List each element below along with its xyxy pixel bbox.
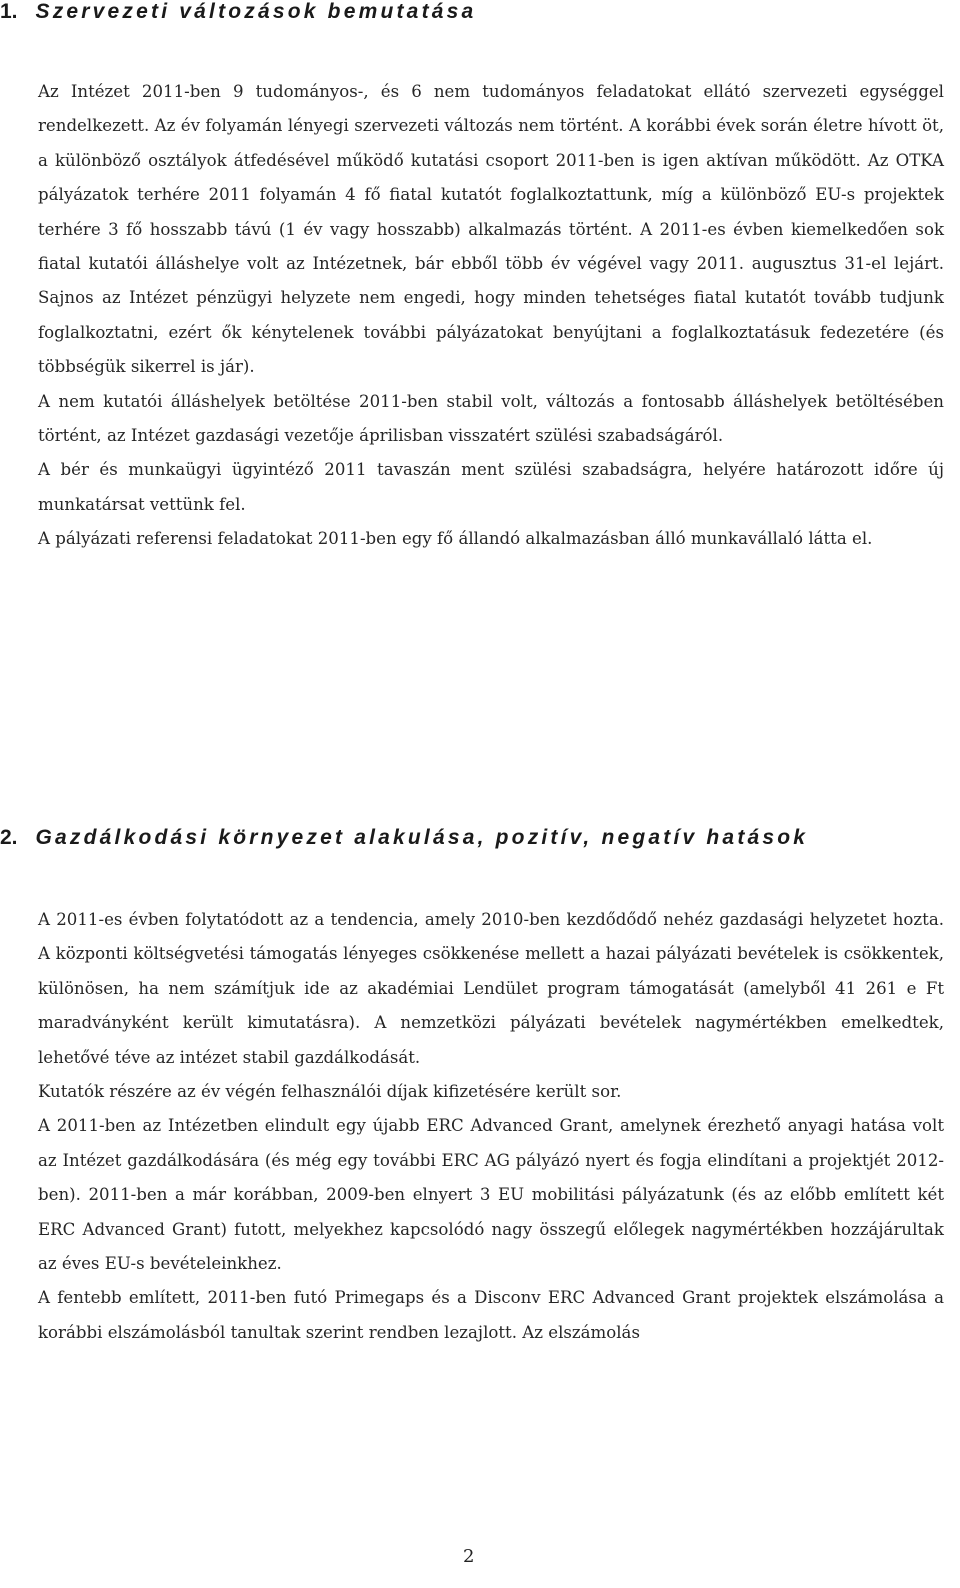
page-number: 2: [463, 1546, 475, 1567]
section-2-body: [38, 903, 944, 1350]
paragraph: Az Intézet 2011-ben 9 tudományos-, és 6 nem tudományos feladatokat ellátó szervezeti egységgel rendelkezett. Az év folyamán lényegi szervezeti változás nem történt. A korábbi évek során életre hívott öt, a különböző osztályok átfedésével működő kutatási csoport 2011-ben is igen aktívan működött. Az OTKA pályázatok terhére 2011 folyamán 4 fő fiatal kutatót foglalkoztattunk, míg a különböző EU-s projektek terhére 3 fő hosszabb távú (1 év vagy hosszabb) alkalmazás történt. A 2011-es évben kiemelkedően sok fiatal kutatói álláshelye volt az Intézetnek, bár ebből több év végével vagy 2011. augusztus 31-el lejárt. Sajnos az Intézet pénzügyi helyzete nem engedi, hogy minden tehetséges fiatal kutatót tovább tudjunk foglalkoztatni, ezért ők kénytelenek további pályázatokat benyújtani a foglalkoztatásuk fedezetére (és többségük sikerrel is jár).: [38, 82, 944, 377]
section-1-title: Szervezeti változások bemutatása: [35, 0, 477, 23]
paragraph: A bér és munkaügyi ügyintéző 2011 tavaszán ment szülési szabadságra, helyére határozott időre új munkatársat vettünk fel.: [38, 460, 944, 514]
paragraph: A fentebb említett, 2011-ben futó Primegaps és a Disconv ERC Advanced Grant projektek elszámolása a korábbi elszámolásból tanultak szerint rendben lezajlott. Az elszámolás: [38, 1288, 944, 1342]
paragraph: A 2011-es évben folytatódott az a tendencia, amely 2010-ben kezdődődő nehéz gazdasági helyzetet hozta. A központi költségvetési támogatás lényeges csökkenése mellett a hazai pályázati bevételek is csökkentek, különösen, ha nem számítjuk ide az akadémiai Lendület program támogatását (amelyből 41 261 e Ft maradványként került kimutatásra). A nemzetközi pályázati bevételek nagymértékben emelkedtek, lehetővé téve az intézet stabil gazdálkodását.: [38, 910, 944, 1067]
paragraph: A pályázati referensi feladatokat 2011-ben egy fő állandó alkalmazásban álló munkavállaló látta el.: [38, 529, 873, 549]
section-2-number: 2.: [0, 826, 18, 849]
paragraph: Kutatók részére az év végén felhasználói díjak kifizetésére került sor.: [38, 1082, 622, 1102]
section-1-body: [38, 75, 944, 557]
section-2-title: Gazdálkodási környezet alakulása, pozitív, negatív hatások: [35, 826, 809, 849]
paragraph: A nem kutatói álláshelyek betöltése 2011-ben stabil volt, változás a fontosabb álláshelyek betöltésében történt, az Intézet gazdasági vezetője áprilisban visszatért szülési szabadságáról.: [38, 391, 944, 446]
paragraph: A 2011-ben az Intézetben elindult egy újabb ERC Advanced Grant, amelynek érezhető anyagi hatása volt az Intézet gazdálkodására (és még egy további ERC AG pályázó nyert és fogja elindítani a projektjét 2012-ben). 2011-ben a már korábban, 2009-ben elnyert 3 EU mobilitási pályázatunk (és az előbb említett két ERC Advanced Grant) futott, melyekhez kapcsolódó nagy összegű előlegek nagymértékben hozzájárultak az éves EU-s bevételeinkhez.: [38, 1116, 944, 1274]
section-1-heading: [0, 0, 476, 24]
section-1-number: 1.: [0, 0, 18, 23]
section-2-heading: [0, 826, 808, 850]
